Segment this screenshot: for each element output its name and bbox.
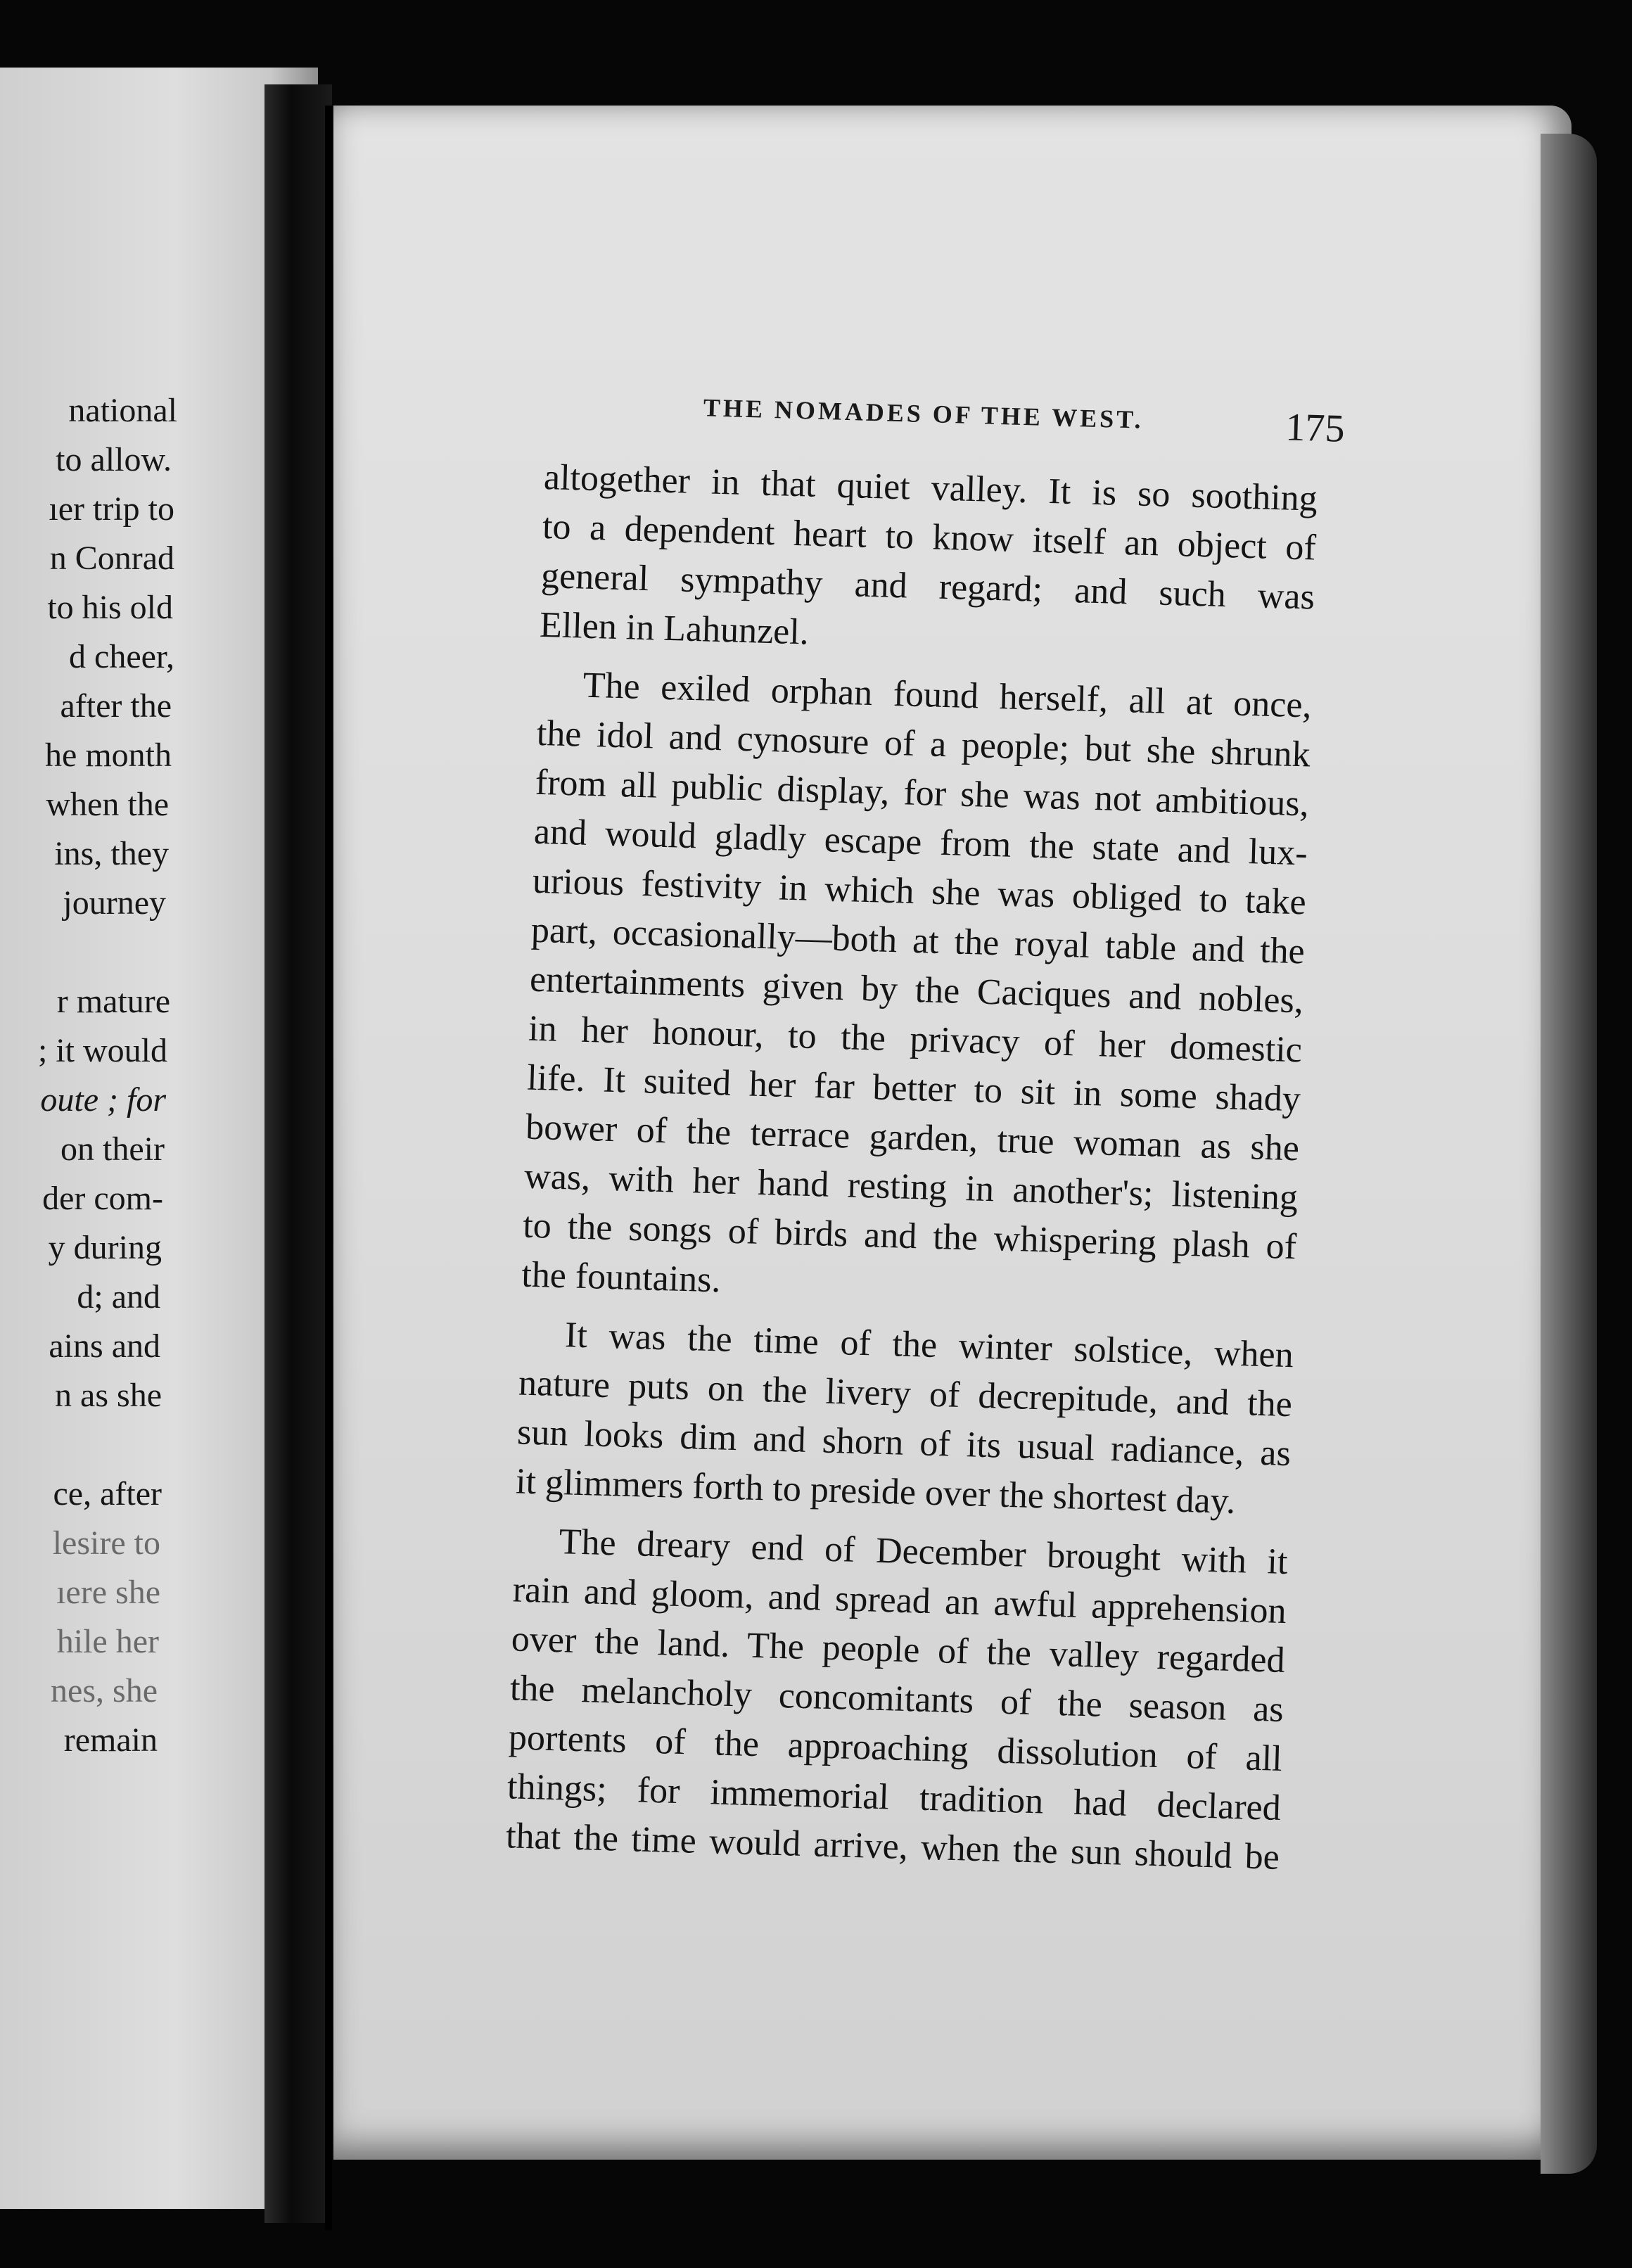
body-text-line: life. It suited her far better to sit in some shady <box>526 1057 1301 1120</box>
left-page-line: d; and <box>77 1278 160 1315</box>
body-text-line: general sympathy and regard; and such was <box>540 555 1315 618</box>
left-page-line: d cheer, <box>69 638 174 675</box>
body-text-line: It was the time of the winter solstice, when <box>564 1315 1294 1376</box>
body-text-line: part, occasionally—both at the royal table and the <box>530 910 1306 972</box>
body-text-line: was, with her hand resting in another's; listening <box>523 1156 1299 1218</box>
left-page-line: y during <box>48 1229 162 1266</box>
left-page-line: ; it would <box>37 1032 167 1069</box>
left-page-line: r mature <box>56 983 170 1020</box>
left-page-line: to allow. <box>56 441 172 478</box>
left-page-line: he month <box>45 737 172 774</box>
left-page-line: oute ; for <box>40 1081 166 1119</box>
left-page-line: on their <box>60 1130 165 1168</box>
body-text-line: The dreary end of December brought with it <box>559 1522 1289 1583</box>
left-page-line: ıer trip to <box>49 490 174 528</box>
left-page-line: der com- <box>42 1180 163 1217</box>
body-text-line: entertainments given by the Caciques and nobles, <box>529 959 1304 1021</box>
body-text-line: the melancholy concomitants of the season as <box>509 1668 1284 1730</box>
body-text-line: over the land. The people of the valley regarded <box>511 1619 1286 1681</box>
body-text-line: and would gladly escape from the state and lux- <box>533 811 1308 874</box>
body-text-line: to the songs of birds and the whispering plash of <box>522 1205 1297 1268</box>
body-text-line: from all public display, for she was not ambitious, <box>535 762 1310 824</box>
left-page-line: ains and <box>49 1327 160 1365</box>
left-page-line: ins, they <box>54 835 169 872</box>
left-page-line: lesire to <box>52 1524 160 1562</box>
body-text-line: the fountains. <box>521 1254 722 1301</box>
body-text-line: that the time would arrive, when the sun should be <box>505 1816 1280 1878</box>
body-text-line: the idol and cynosure of a people; but she shrunk <box>536 713 1311 775</box>
left-page-line: ıere she <box>56 1574 160 1611</box>
running-head: THE NOMADES OF THE WEST. <box>703 393 1145 434</box>
body-text-line: portents of the approaching dissolution of all <box>508 1717 1283 1779</box>
left-page-line: to his old <box>47 589 173 626</box>
body-text-line: Ellen in Lahunzel. <box>539 604 810 653</box>
body-text-line: urious festivity in which she was obliged to take <box>532 860 1307 923</box>
body-text-line: sun looks dim and shorn of its usual radiance, as <box>516 1412 1292 1474</box>
body-text-line: bower of the terrace garden, true woman as she <box>525 1107 1300 1169</box>
body-text-line: altogether in that quiet valley. It is so soothing <box>543 457 1318 519</box>
body-text-line: things; for immemorial tradition had declared <box>506 1766 1282 1828</box>
body-text-line: it glimmers forth to preside over the shortest day. <box>515 1461 1237 1522</box>
left-page-line: n Conrad <box>49 540 174 577</box>
left-page-line: nes, she <box>51 1672 158 1709</box>
left-page-line: remain <box>63 1721 158 1759</box>
body-text-line: in her honour, to the privacy of her domestic <box>528 1008 1303 1071</box>
left-page-line: after the <box>60 687 172 725</box>
body-text-line: to a dependent heart to know itself an object of <box>542 506 1317 568</box>
body-text-line: nature puts on the livery of decrepitude, and the <box>518 1363 1293 1425</box>
left-page-line: ce, after <box>53 1475 162 1512</box>
left-page-line: when the <box>46 786 169 823</box>
body-text-line: The exiled orphan found herself, all at once, <box>582 665 1313 726</box>
page-number: 175 <box>1284 405 1346 451</box>
left-page-line: national <box>68 392 177 429</box>
left-page-line: hile her <box>56 1623 159 1660</box>
left-page-line: journey <box>63 884 166 922</box>
left-page-line: n as she <box>55 1377 162 1414</box>
body-text-line: rain and gloom, and spread an awful apprehension <box>512 1569 1287 1632</box>
